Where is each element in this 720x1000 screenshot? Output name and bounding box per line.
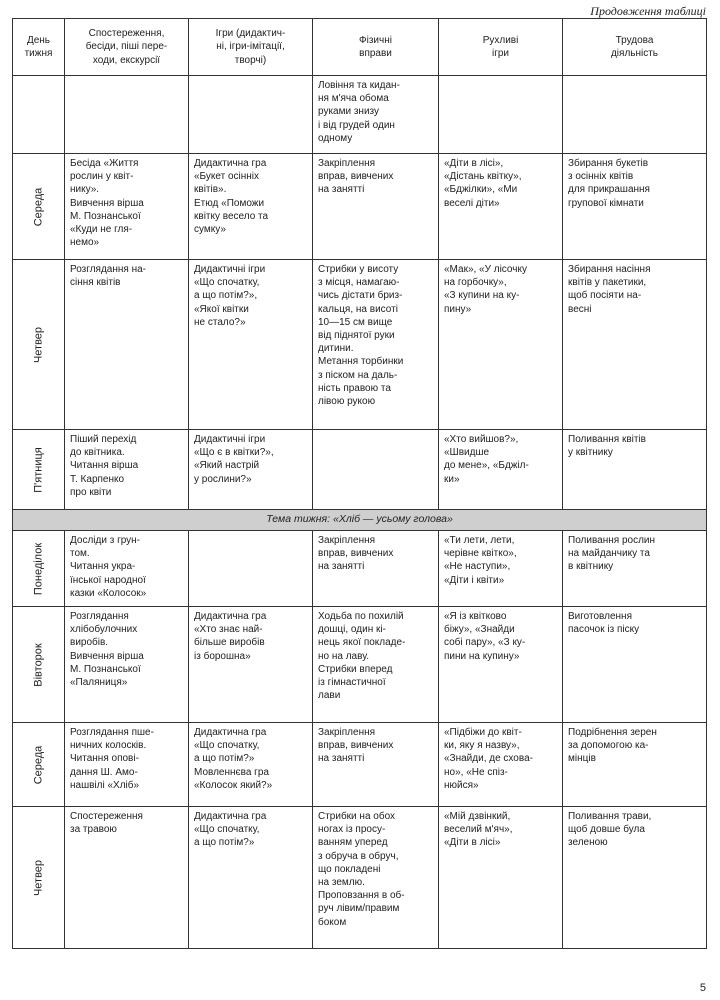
cell-text-line: но», «Не спіз- [444, 766, 508, 778]
cell-text-line: за допомогою ка- [568, 740, 649, 752]
cell-text-line: Подрібнення зерен [568, 727, 657, 738]
day-cell [13, 430, 65, 510]
cell-text-line: Дидактична гра [194, 727, 267, 738]
cell-text-line: «Не наступи», [444, 561, 511, 573]
table-row [13, 430, 707, 510]
table-cell [439, 76, 563, 154]
cell-text-line: ногах із просу- [318, 824, 386, 836]
column-header-line: тижня [24, 48, 53, 59]
cell-text-line: Читання укра- [70, 561, 136, 573]
cell-text-line: пини на купину» [444, 650, 520, 662]
cell-text-line: щоб довше була [568, 824, 645, 836]
cell-text-line: Проповзання в об- [318, 890, 405, 902]
cell-text-line: руками знизу [318, 106, 380, 118]
cell-text-line: ки, яку я назву», [444, 740, 520, 752]
continuation-label: Продовження таблиці [590, 4, 706, 18]
column-header-line: вправи [359, 48, 392, 59]
cell-text-line: «Що спочатку, [194, 740, 260, 752]
cell-text-line: Розглядання пше- [70, 727, 154, 738]
day-cell [13, 76, 65, 154]
cell-text-line: Вивчення вірша [70, 197, 144, 209]
cell-text-line: немо» [70, 237, 100, 249]
cell-text-line: до мене», «Бджіл- [444, 460, 529, 472]
cell-text-line: на горбочку», [444, 277, 507, 289]
cell-text-line: із борошна» [194, 650, 251, 662]
day-label: Понеділок [32, 542, 45, 595]
cell-text-line: Закріплення [318, 727, 376, 738]
day-cell [13, 607, 65, 723]
cell-text-line: М. Познанської [70, 663, 141, 675]
cell-text-line: від піднятої руки [318, 329, 395, 341]
table-cell [189, 531, 313, 607]
column-header-line: ні, ігри-імітації, [216, 41, 285, 53]
table-cell [65, 260, 189, 430]
cell-text-line: том. [70, 548, 90, 560]
cell-text-line: «Що є в квітки?», [194, 447, 274, 459]
table-cell [563, 260, 707, 430]
cell-text-line: про квіти [70, 486, 112, 498]
cell-text-line: квітів». [194, 184, 227, 196]
column-header-line: Ігри (дидактич- [215, 28, 286, 40]
cell-text-line: біжу», «Знайди [444, 624, 515, 636]
cell-text-line: на занятті [318, 184, 365, 196]
cell-text-line: «Швидше [444, 447, 490, 459]
column-header [189, 19, 313, 76]
table-cell [65, 430, 189, 510]
column-header [563, 19, 707, 76]
column-header-line: Фізичні [359, 34, 392, 46]
table-cell [189, 260, 313, 430]
cell-text-line: пасочок із піску [568, 624, 640, 636]
cell-text-line: Бесіда «Життя [70, 158, 139, 169]
cell-text-line: з обруча в обруч, [318, 850, 399, 862]
table-cell [65, 531, 189, 607]
column-header [439, 19, 563, 76]
day-cell [13, 260, 65, 430]
cell-text-line: а що потім?», [194, 290, 258, 302]
cell-text-line: лівою рукою [318, 395, 376, 407]
cell-text-line: лави [318, 690, 341, 702]
cell-text-line: ність правою та [318, 382, 391, 394]
cell-text-line: пину» [444, 303, 472, 315]
cell-text-line: їнської народної [70, 574, 146, 586]
table-cell [313, 76, 439, 154]
column-header [313, 19, 439, 76]
cell-text-line: черівне квітко», [444, 548, 517, 560]
cell-text-line: вправ, вивчених [318, 548, 394, 560]
table-cell [313, 260, 439, 430]
table-cell [313, 430, 439, 510]
column-header-line: діяльність [610, 48, 659, 59]
cell-text-line: Мовленнєва гра [194, 766, 269, 778]
cell-text-line: «Букет осінніх [194, 171, 260, 183]
cell-text-line: «Куди не гля- [70, 223, 133, 235]
column-header-line: Рухливі [482, 34, 519, 46]
cell-text-line: і від грудей один [318, 119, 395, 131]
table-cell [313, 723, 439, 807]
table-cell [563, 76, 707, 154]
cell-text-line: вправ, вивчених [318, 740, 394, 752]
cell-text-line: сіння квітів [70, 277, 121, 289]
cell-text-line: Збирання насіння [568, 264, 651, 275]
cell-text-line: Вивчення вірша [70, 650, 144, 662]
cell-text-line: у квітнику [568, 447, 613, 459]
cell-text-line: ничних колосків. [70, 740, 147, 752]
cell-text-line: мінців [568, 753, 596, 765]
cell-text-line: нашвілі «Хліб» [70, 779, 140, 791]
cell-text-line: весні [568, 303, 592, 315]
cell-text-line: Розглядання на- [70, 264, 146, 275]
column-header-line: ходи, екскурсії [92, 54, 161, 66]
cell-text-line: квітів у пакетики, [568, 277, 647, 289]
cell-text-line: «З купини на ку- [444, 290, 520, 302]
cell-text-line: більше виробів [194, 637, 265, 649]
table-row [13, 260, 707, 430]
cell-text-line: Поливання трави, [568, 811, 652, 822]
table-cell [313, 607, 439, 723]
cell-text-line: Розглядання [70, 611, 129, 622]
cell-text-line: а що потім?» [194, 837, 255, 849]
cell-text-line: М. Познанської [70, 210, 141, 222]
cell-text-line: «Який настрій [194, 460, 260, 472]
cell-text-line: ня м'яча обома [318, 93, 389, 105]
cell-text-line: сумку» [194, 223, 226, 235]
table-cell [563, 723, 707, 807]
cell-text-line: Поливання рослин [568, 535, 656, 546]
day-cell [13, 723, 65, 807]
day-label: П'ятниця [32, 446, 45, 493]
cell-text-line: в квітнику [568, 561, 614, 573]
cell-text-line: собі пару», «З ку- [444, 637, 526, 649]
cell-text-line: з місця, намагаю- [318, 277, 400, 289]
cell-text-line: щоб посіяти на- [568, 290, 642, 302]
cell-text-line: «Діти в лісі», [444, 158, 504, 169]
cell-text-line: боком [318, 916, 347, 928]
cell-text-line: Закріплення [318, 535, 376, 546]
cell-text-line: «Хто знає най- [194, 624, 263, 636]
cell-text-line: «Паляниця» [70, 676, 128, 688]
cell-text-line: за травою [70, 824, 117, 836]
cell-text-line: Читання вірша [70, 460, 139, 472]
week-theme-row [13, 510, 707, 531]
table-cell [563, 607, 707, 723]
cell-text-line: Дидактичні ігри [194, 264, 266, 275]
day-cell [13, 807, 65, 949]
cell-text-line: на занятті [318, 561, 365, 573]
table-cell [439, 607, 563, 723]
cell-text-line: з осінніх квітів [568, 171, 634, 183]
cell-text-line: Закріплення [318, 158, 376, 169]
cell-text-line: казки «Колосок» [70, 587, 147, 599]
day-cell [13, 531, 65, 607]
table-cell [189, 76, 313, 154]
table-cell [65, 723, 189, 807]
table-row [13, 807, 707, 949]
column-header-line: День [26, 34, 51, 46]
cell-text-line: Читання опові- [70, 753, 139, 765]
cell-text-line: «Що спочатку, [194, 277, 260, 289]
cell-text-line: Дидактичні ігри [194, 434, 266, 445]
cell-text-line: «Дістань квітку», [444, 171, 522, 183]
table-cell [563, 430, 707, 510]
cell-text-line: вправ, вивчених [318, 171, 394, 183]
cell-text-line: «Якої квітки [194, 303, 249, 315]
table-cell [65, 607, 189, 723]
cell-text-line: до квітника. [70, 447, 125, 459]
cell-text-line: нику». [70, 184, 100, 196]
column-header-line: ігри [491, 48, 510, 59]
cell-text-line: но на лаву. [318, 650, 369, 662]
cell-text-line: з піском на даль- [318, 369, 398, 381]
table-cell [439, 723, 563, 807]
cell-text-line: зеленою [568, 837, 608, 849]
cell-text-line: Ловіння та кидан- [318, 80, 400, 91]
table-cell [65, 807, 189, 949]
table-cell [439, 807, 563, 949]
cell-text-line: виробів. [70, 637, 109, 649]
cell-text-line: веселий м'яч», [444, 824, 513, 836]
cell-text-line: із гімнастичної [318, 676, 386, 688]
cell-text-line: ки» [444, 473, 460, 485]
page-number: 5 [699, 982, 706, 994]
cell-text-line: Дидактична гра [194, 811, 267, 822]
cell-text-line: не стало?» [194, 316, 246, 328]
column-header-line: Спостереження, [88, 28, 165, 40]
day-label: Вівторок [32, 642, 45, 687]
cell-text-line: кальця, на висоті [318, 303, 398, 315]
column-header-line: творчі) [234, 54, 267, 66]
table-cell [189, 154, 313, 260]
table-row [13, 76, 707, 154]
cell-text-line: нюйся» [444, 779, 479, 791]
cell-text-line: Етюд «Поможи [194, 197, 265, 209]
table-row [13, 723, 707, 807]
cell-text-line: Виготовлення [568, 611, 632, 622]
column-header [13, 19, 65, 76]
table-cell [65, 76, 189, 154]
cell-text-line: Стрибки вперед [318, 663, 393, 675]
cell-text-line: дошці, один кі- [318, 624, 386, 636]
cell-text-line: що покладені [318, 863, 381, 875]
cell-text-line: Поливання квітів [568, 434, 646, 445]
weekly-plan-table [12, 18, 707, 949]
cell-text-line: дитини. [318, 343, 354, 355]
cell-text-line: на майданчику та [568, 548, 650, 560]
table-cell [563, 154, 707, 260]
table-cell [189, 430, 313, 510]
cell-text-line: квітку весело та [194, 210, 269, 222]
table-row [13, 607, 707, 723]
cell-text-line: 10—15 см вище [318, 316, 393, 328]
cell-text-line: «Мій дзвінкий, [444, 811, 511, 822]
cell-text-line: Дидактична гра [194, 611, 267, 622]
cell-text-line: Стрибки на обох [318, 811, 396, 822]
cell-text-line: «Колосок який?» [194, 779, 273, 791]
cell-text-line: руч лівим/правим [318, 903, 400, 915]
table-row [13, 531, 707, 607]
cell-text-line: ванням уперед [318, 837, 388, 849]
cell-text-line: «Знайди, де схова- [444, 753, 533, 765]
cell-text-line: веселі діти» [444, 197, 500, 209]
cell-text-line: Дидактична гра [194, 158, 267, 169]
cell-text-line: Піший перехід [70, 434, 137, 445]
cell-text-line: «Хто вийшов?», [444, 434, 519, 445]
week-theme-text: Тема тижня: «Хліб — усьому голова» [13, 510, 707, 531]
cell-text-line: рослин у квіт- [70, 171, 134, 183]
cell-text-line: а що потім?» [194, 753, 255, 765]
table-cell [563, 531, 707, 607]
cell-text-line: «Бджілки», «Ми [444, 184, 518, 196]
cell-text-line: Стрибки у висоту [318, 264, 399, 275]
table-cell [189, 723, 313, 807]
cell-text-line: «Я із квітково [444, 611, 507, 622]
cell-text-line: Ходьба по похилій [318, 611, 404, 622]
cell-text-line: «Мак», «У лісочку [444, 264, 527, 275]
cell-text-line: нець якої покладе- [318, 637, 406, 649]
cell-text-line: Метання торбинки [318, 356, 404, 368]
table-cell [313, 154, 439, 260]
column-header [65, 19, 189, 76]
table-cell [313, 807, 439, 949]
cell-text-line: «Діти і квіти» [444, 574, 505, 586]
table-header-row [13, 19, 707, 76]
cell-text-line: «Ти лети, лети, [444, 535, 515, 546]
cell-text-line: у рослини?» [194, 473, 252, 485]
cell-text-line: Спостереження [70, 811, 143, 822]
cell-text-line: чись дістати бриз- [318, 290, 403, 302]
table-cell [439, 531, 563, 607]
cell-text-line: Досліди з грун- [70, 535, 141, 546]
cell-text-line: «Діти в лісі» [444, 837, 501, 849]
cell-text-line: хлібобулочних [70, 624, 138, 636]
table-cell [563, 807, 707, 949]
day-cell [13, 154, 65, 260]
day-label: Четвер [32, 859, 45, 896]
column-header-line: Трудова [615, 34, 654, 46]
table-cell [439, 260, 563, 430]
cell-text-line: Збирання букетів [568, 158, 649, 169]
cell-text-line: для прикрашання [568, 184, 650, 196]
table-cell [313, 531, 439, 607]
cell-text-line: «Підбіжи до квіт- [444, 727, 522, 738]
day-label: Четвер [32, 326, 45, 363]
table-cell [439, 154, 563, 260]
table-cell [65, 154, 189, 260]
day-label: Середа [32, 187, 45, 226]
cell-text-line: групової кімнати [568, 197, 644, 209]
cell-text-line: «Що спочатку, [194, 824, 260, 836]
cell-text-line: дання Ш. Амо- [70, 766, 138, 778]
table-row [13, 154, 707, 260]
cell-text-line: одному [318, 132, 353, 144]
table-cell [439, 430, 563, 510]
day-label: Середа [32, 745, 45, 784]
table-cell [189, 607, 313, 723]
table-cell [189, 807, 313, 949]
cell-text-line: на занятті [318, 753, 365, 765]
column-header-line: бесіди, піші пере- [85, 41, 168, 53]
cell-text-line: на землю. [318, 876, 365, 888]
cell-text-line: Т. Карпенко [70, 473, 125, 485]
